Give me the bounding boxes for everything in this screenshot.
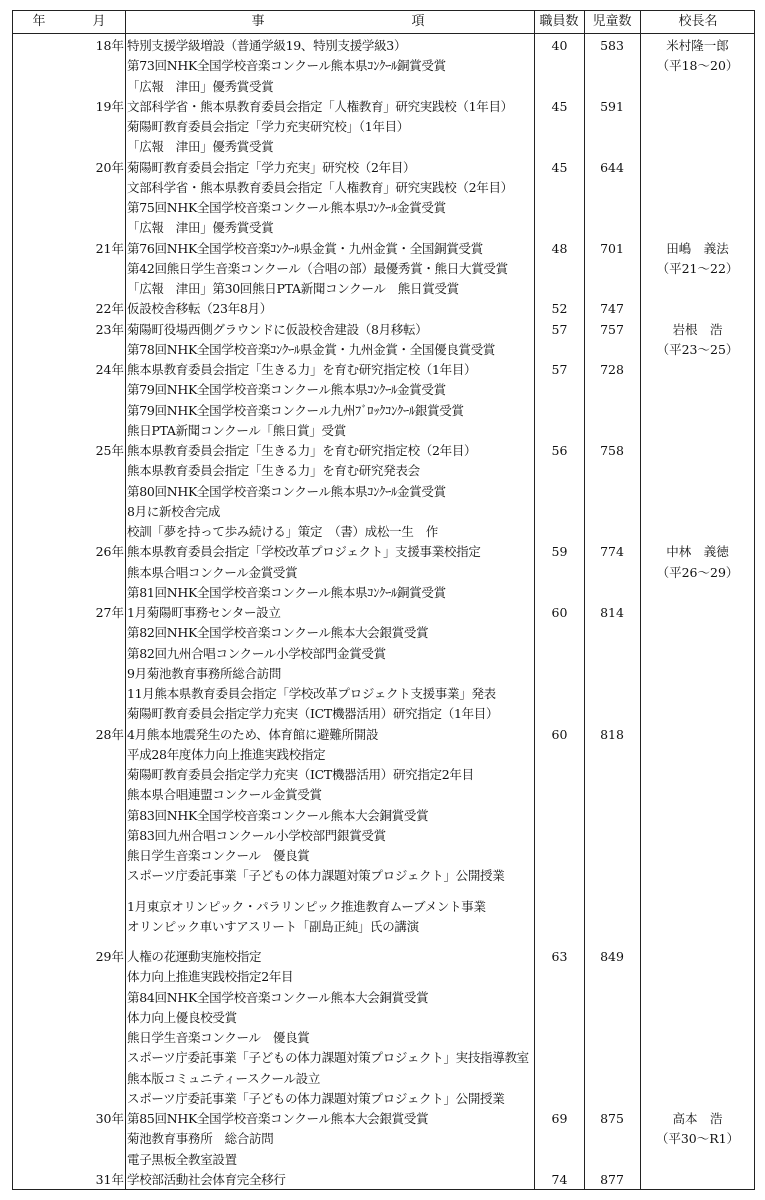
event-cell: 第42回熊日学生音楽コンクール（合唱の部）最優秀賞・熊日大賞受賞 bbox=[127, 260, 508, 276]
event-cell: 第79回NHK全国学校音楽コンクール九州ﾌﾞﾛｯｸｺﾝｸｰﾙ銀賞受賞 bbox=[127, 402, 464, 418]
staff-count-cell: 74 bbox=[551, 1171, 568, 1187]
table-row bbox=[13, 56, 754, 76]
event-cell: 第84回NHK全国学校音楽コンクール熊本大会銅賞受賞 bbox=[127, 989, 429, 1005]
year-cell: 28年 bbox=[95, 726, 124, 742]
event-cell: 菊陽町役場西側グラウンドに仮設校舎建設（8月移転） bbox=[127, 321, 428, 337]
event-cell: 仮設校舎移転（23年8月） bbox=[127, 301, 272, 317]
table-row bbox=[13, 198, 754, 218]
row-spacer bbox=[13, 937, 754, 947]
event-cell: スポーツ庁委託事業「子どもの体力課題対策プロジェクト」実技指導教室 bbox=[127, 1050, 529, 1066]
event-cell: スポーツ庁委託事業「子どもの体力課題対策プロジェクト」公開授業 bbox=[127, 1090, 505, 1106]
year-cell: 29年 bbox=[95, 949, 124, 964]
table-row bbox=[13, 218, 754, 238]
event-cell: 学校部活動社会体育完全移行 bbox=[127, 1171, 286, 1187]
table-row bbox=[13, 1109, 754, 1129]
table-row bbox=[13, 1170, 754, 1190]
table-row bbox=[13, 380, 754, 400]
table-row bbox=[13, 421, 754, 441]
event-cell: 第78回NHK全国学校音楽ｺﾝｸｰﾙ県金賞・九州金賞・全国優良賞受賞 bbox=[127, 341, 496, 357]
event-cell: スポーツ庁委託事業「子どもの体力課題対策プロジェクト」公開授業 bbox=[127, 868, 505, 884]
table-row bbox=[13, 967, 754, 987]
event-cell: 第81回NHK全国学校音楽コンクール熊本県ｺﾝｸｰﾙ銅賞受賞 bbox=[127, 584, 446, 600]
header-event-2: 項 bbox=[411, 14, 425, 29]
table-row bbox=[13, 806, 754, 826]
staff-count-cell: 60 bbox=[551, 605, 568, 620]
event-cell: 「広報 津田」優秀賞受賞 bbox=[127, 139, 274, 155]
event-cell: 第82回NHK全国学校音楽コンクール熊本大会銀賞受賞 bbox=[127, 625, 429, 641]
event-cell: 熊日PTA新聞コンクール「熊日賞」受賞 bbox=[127, 422, 346, 438]
table-row bbox=[13, 77, 754, 97]
table-row bbox=[13, 158, 754, 178]
principal-cell: （平21～22） bbox=[656, 260, 739, 276]
event-cell: 第75回NHK全国学校音楽コンクール熊本県ｺﾝｸｰﾙ金賞受賞 bbox=[127, 200, 446, 215]
row-spacer bbox=[13, 887, 754, 897]
child-count-cell: 728 bbox=[600, 362, 624, 377]
principal-cell: （平26～29） bbox=[656, 564, 739, 580]
staff-count-cell: 52 bbox=[551, 301, 568, 317]
event-cell: 1月東京オリンピック・パラリンピック推進教育ムーブメント事業 bbox=[127, 898, 486, 914]
staff-count-cell: 48 bbox=[551, 240, 568, 256]
table-row bbox=[13, 1150, 754, 1170]
event-cell: 熊本県教育委員会指定「生きる力」を育む研究発表会 bbox=[127, 463, 420, 479]
event-cell: 第82回九州合唱コンクール小学校部門金賞受賞 bbox=[127, 645, 386, 661]
principal-cell: （平23～25） bbox=[656, 341, 739, 357]
year-cell: 21年 bbox=[95, 240, 124, 256]
event-cell: 校訓「夢を持って歩み続ける」策定 （書）成松一生 作 bbox=[127, 524, 438, 539]
child-count-cell: 757 bbox=[600, 321, 624, 337]
child-count-cell: 818 bbox=[600, 726, 624, 742]
table-row bbox=[13, 1028, 754, 1048]
event-cell: 8月に新校舎完成 bbox=[127, 503, 221, 519]
year-cell: 26年 bbox=[95, 544, 124, 560]
header-year: 年 bbox=[32, 14, 46, 29]
table-row bbox=[13, 583, 754, 603]
table-row bbox=[13, 765, 754, 785]
year-cell: 31年 bbox=[95, 1171, 124, 1187]
year-cell: 25年 bbox=[95, 443, 124, 458]
event-cell: オリンピック車いすアスリート「副島正純」氏の講演 bbox=[127, 918, 419, 934]
staff-count-cell: 57 bbox=[551, 321, 568, 337]
event-cell: 「広報 津田」優秀賞受賞 bbox=[127, 220, 274, 236]
event-cell: 1月菊陽町事務センター設立 bbox=[127, 605, 281, 620]
principal-cell: （平30～R1） bbox=[655, 1131, 740, 1147]
staff-count-cell: 40 bbox=[551, 38, 568, 53]
event-cell: 9月菊池教育事務所総合訪問 bbox=[127, 665, 282, 681]
table-row bbox=[13, 482, 754, 502]
header-month: 月 bbox=[92, 14, 106, 29]
year-cell: 24年 bbox=[95, 362, 124, 377]
event-cell: 4月熊本地震発生のため、体育館に避難所開設 bbox=[127, 726, 379, 742]
table-row bbox=[13, 866, 754, 886]
child-count-cell: 591 bbox=[600, 98, 624, 114]
table-row bbox=[13, 785, 754, 805]
table-row bbox=[13, 461, 754, 481]
event-cell: 特別支援学級増設（普通学級19、特別支援学級3） bbox=[127, 38, 407, 53]
event-cell: 熊本県教育委員会指定「生きる力」を育む研究指定校（2年目） bbox=[127, 443, 477, 458]
table-row bbox=[13, 320, 754, 340]
year-cell: 20年 bbox=[95, 159, 124, 175]
child-count-cell: 701 bbox=[600, 240, 624, 256]
principal-cell: 田嶋 義法 bbox=[666, 240, 729, 256]
principal-cell: 高本 浩 bbox=[672, 1111, 723, 1126]
event-cell: 11月熊本県教育委員会指定「学校改革プロジェクト支援事業」発表 bbox=[127, 686, 496, 701]
header-event-1: 事 bbox=[251, 14, 265, 29]
header-children: 児童数 bbox=[592, 14, 632, 29]
table-row bbox=[13, 178, 754, 198]
event-cell: 第80回NHK全国学校音楽コンクール熊本県ｺﾝｸｰﾙ金賞受賞 bbox=[127, 483, 446, 499]
table-row bbox=[13, 846, 754, 866]
year-cell: 22年 bbox=[95, 301, 124, 317]
staff-count-cell: 69 bbox=[551, 1111, 568, 1126]
table-row bbox=[13, 563, 754, 583]
child-count-cell: 747 bbox=[600, 301, 624, 317]
event-cell: 「広報 津田」優秀賞受賞 bbox=[127, 78, 274, 94]
staff-count-cell: 60 bbox=[551, 726, 568, 742]
table-row bbox=[13, 826, 754, 846]
event-cell: 熊本県教育委員会指定「生きる力」を育む研究指定校（1年目） bbox=[127, 362, 477, 377]
child-count-cell: 875 bbox=[600, 1111, 624, 1126]
table-row bbox=[13, 623, 754, 643]
event-cell: 菊陽町教育委員会指定学力充実（ICT機器活用）研究指定2年目 bbox=[127, 767, 474, 782]
year-cell: 19年 bbox=[95, 98, 124, 114]
event-cell: 第85回NHK全国学校音楽コンクール熊本大会銀賞受賞 bbox=[127, 1111, 429, 1126]
table-row bbox=[13, 1089, 754, 1109]
table-row bbox=[13, 603, 754, 623]
table-row bbox=[13, 1069, 754, 1089]
table-row bbox=[13, 299, 754, 319]
child-count-cell: 583 bbox=[600, 38, 624, 53]
history-table bbox=[12, 10, 755, 1190]
table-row bbox=[13, 1048, 754, 1068]
table-row bbox=[13, 97, 754, 117]
staff-count-cell: 59 bbox=[551, 544, 568, 560]
event-cell: 平成28年度体力向上推進実践校指定 bbox=[127, 746, 326, 762]
table-row bbox=[13, 239, 754, 259]
table-row bbox=[13, 664, 754, 684]
header-staff: 職員数 bbox=[539, 14, 579, 29]
table-row bbox=[13, 522, 754, 542]
staff-count-cell: 45 bbox=[551, 159, 568, 175]
staff-count-cell: 63 bbox=[551, 949, 568, 964]
table-row bbox=[13, 441, 754, 461]
year-cell: 30年 bbox=[95, 1111, 124, 1126]
year-cell: 23年 bbox=[95, 321, 124, 337]
table-row bbox=[13, 684, 754, 704]
table-row bbox=[13, 340, 754, 360]
table-row bbox=[13, 279, 754, 299]
table-row bbox=[13, 117, 754, 137]
event-cell: 第79回NHK全国学校音楽コンクール熊本県ｺﾝｸｰﾙ金賞受賞 bbox=[127, 382, 446, 398]
child-count-cell: 774 bbox=[600, 544, 624, 560]
child-count-cell: 814 bbox=[600, 605, 624, 620]
event-cell: 熊本県合唱連盟コンクール金賞受賞 bbox=[127, 787, 322, 803]
staff-count-cell: 57 bbox=[551, 362, 568, 377]
child-count-cell: 758 bbox=[600, 443, 624, 458]
child-count-cell: 644 bbox=[600, 159, 624, 175]
event-cell: 第83回NHK全国学校音楽コンクール熊本大会銅賞受賞 bbox=[127, 807, 429, 823]
principal-cell: 中林 義徳 bbox=[666, 544, 729, 560]
year-cell: 18年 bbox=[95, 38, 124, 53]
principal-cell: 岩根 浩 bbox=[672, 321, 723, 337]
event-cell: 熊日学生音楽コンクール 優良賞 bbox=[127, 848, 310, 863]
event-cell: 熊本版コミュニティースクール設立 bbox=[127, 1070, 321, 1086]
principal-cell: 米村隆一郎 bbox=[666, 38, 729, 53]
staff-count-cell: 45 bbox=[551, 98, 568, 114]
event-cell: 体力向上優良校受賞 bbox=[127, 1009, 237, 1025]
table-row bbox=[13, 502, 754, 522]
table-row bbox=[13, 704, 754, 724]
staff-count-cell: 56 bbox=[551, 443, 568, 458]
table-row bbox=[13, 1008, 754, 1028]
event-cell: 電子黒板全教室設置 bbox=[127, 1151, 237, 1167]
event-cell: 菊陽町教育委員会指定学力充実（ICT機器活用）研究指定（1年目） bbox=[127, 706, 499, 722]
table-row bbox=[13, 360, 754, 380]
header-principal: 校長名 bbox=[678, 14, 718, 29]
table-body bbox=[13, 36, 754, 1190]
event-cell: 菊池教育事務所 総合訪問 bbox=[127, 1131, 274, 1147]
event-cell: 第73回NHK全国学校音楽コンクール熊本県ｺﾝｸｰﾙ銅賞受賞 bbox=[127, 58, 446, 74]
event-cell: 熊日学生音楽コンクール 優良賞 bbox=[127, 1030, 310, 1045]
principal-cell: （平18～20） bbox=[656, 58, 739, 74]
table-row bbox=[13, 401, 754, 421]
table-row bbox=[13, 988, 754, 1008]
event-cell: 菊陽町教育委員会指定「学力充実」研究校（2年目） bbox=[127, 159, 416, 175]
year-cell: 27年 bbox=[95, 605, 124, 620]
event-cell: 熊本県教育委員会指定「学校改革プロジェクト」支援事業校指定 bbox=[127, 544, 481, 560]
event-cell: 文部科学省・熊本県教育委員会指定「人権教育」研究実践校（1年目） bbox=[127, 98, 513, 114]
event-cell: 熊本県合唱コンクール金賞受賞 bbox=[127, 564, 298, 580]
table-row bbox=[13, 897, 754, 917]
event-cell: 文部科学省・熊本県教育委員会指定「人権教育」研究実践校（2年目） bbox=[127, 179, 513, 195]
event-cell: 第76回NHK全国学校音楽ｺﾝｸｰﾙ県金賞・九州金賞・全国銅賞受賞 bbox=[127, 240, 483, 256]
table-row bbox=[13, 1129, 754, 1149]
event-cell: 人権の花運動実施校指定 bbox=[127, 949, 262, 964]
table-row bbox=[13, 947, 754, 967]
event-cell: 菊陽町教育委員会指定「学力充実研究校」（1年目） bbox=[127, 119, 410, 134]
table-row bbox=[13, 745, 754, 765]
child-count-cell: 849 bbox=[600, 949, 624, 964]
table-row bbox=[13, 917, 754, 937]
event-cell: 体力向上推進実践校指定2年目 bbox=[127, 969, 294, 985]
child-count-cell: 877 bbox=[600, 1171, 624, 1187]
table-row bbox=[13, 259, 754, 279]
table-row bbox=[13, 36, 754, 56]
event-cell: 第83回九州合唱コンクール小学校部門銀賞受賞 bbox=[127, 827, 386, 843]
table-row bbox=[13, 137, 754, 157]
event-cell: 「広報 津田」第30回熊日PTA新聞コンクール 熊日賞受賞 bbox=[127, 281, 459, 296]
table-row bbox=[13, 725, 754, 745]
table-row bbox=[13, 542, 754, 562]
table-row bbox=[13, 644, 754, 664]
